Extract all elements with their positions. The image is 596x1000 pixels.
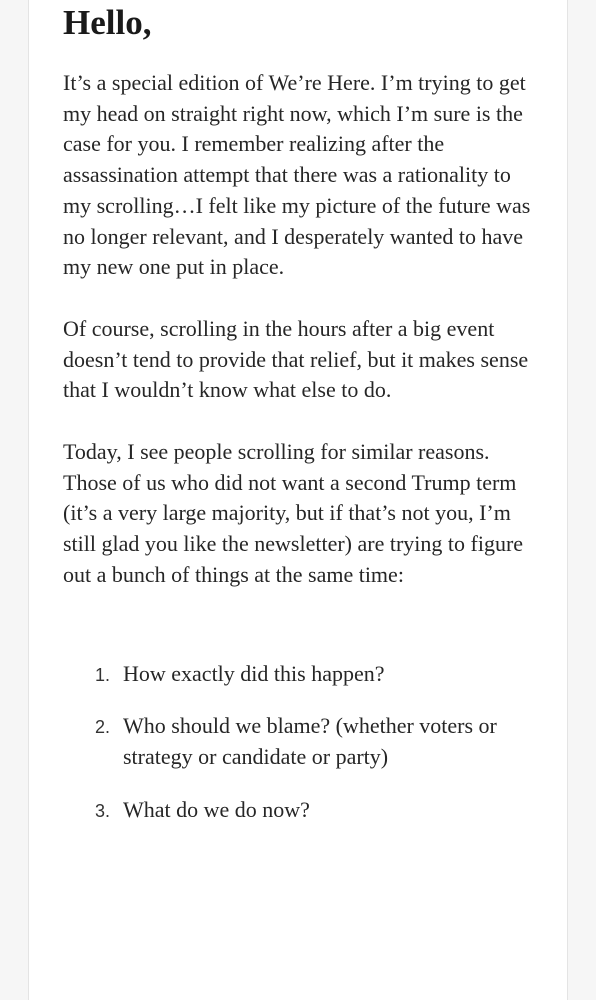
intro-paragraph: It’s a special edition of We’re Here. I’m trying to get my head on straight right now, which I’m sure is the case for you. I remember realizing after the assassination attempt that there was a rationality to my scrolling…I felt like my picture of the future was no longer relevant, and I desperately wanted to have my new one put in place. (63, 70, 531, 280)
list-item (63, 795, 543, 826)
list-item-text: Who should we blame? (whether voters or strategy or candidate or party) (123, 713, 497, 769)
list-item-text: How exactly did this happen? (123, 660, 385, 686)
greeting-heading: Hello, (63, 3, 152, 42)
list-item-number: 1. (95, 664, 111, 685)
newsletter-page (28, 0, 568, 1000)
article-body (63, 0, 543, 825)
question-list (63, 659, 543, 826)
scrolling-paragraph: Of course, scrolling in the hours after a big event doesn’t tend to provide that relief, but it makes sense that I wouldn’t know what else to do. (63, 315, 529, 403)
list-item-number: 3. (95, 800, 111, 821)
list-item-number: 2. (95, 717, 111, 738)
list-item-text: What do we do now? (123, 796, 310, 822)
list-item (63, 711, 543, 772)
list-item (63, 659, 543, 690)
today-paragraph: Today, I see people scrolling for similar reasons. Those of us who did not want a second Trump term (it’s a very large majority, but if that’s not you, I’m still glad you like the newsletter) are trying to figure out a bunch of things at the same time: (63, 439, 524, 587)
